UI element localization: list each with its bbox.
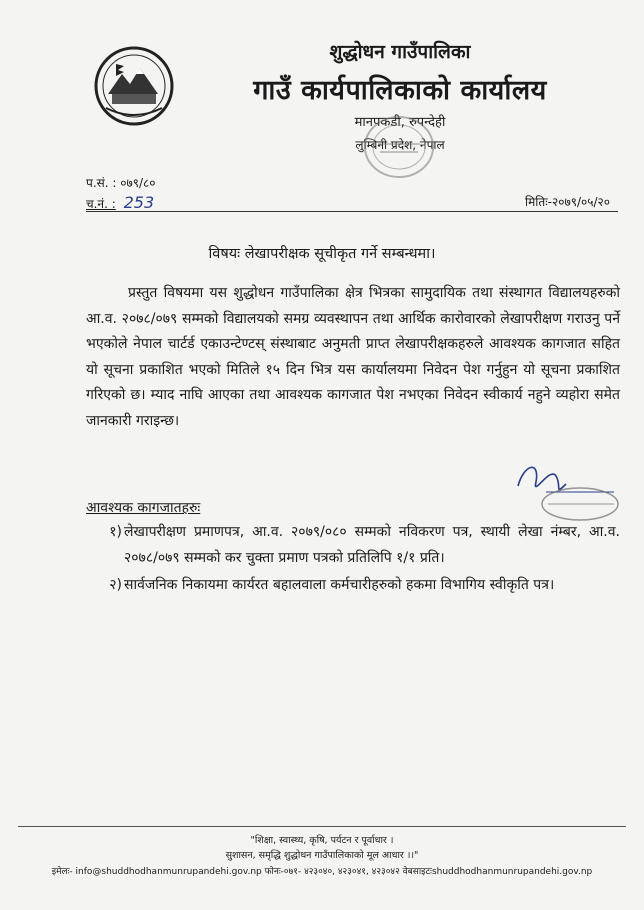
office-title: गाउँ कार्यपालिकाको कार्यालय [253, 75, 547, 106]
letter-reference: प.सं. : ०७९/८० [86, 176, 156, 190]
list-item [86, 573, 620, 599]
address-line-1: मानपकडी, रुपन्देही [354, 115, 446, 130]
emblem-logo [92, 44, 176, 128]
requirements-list [86, 520, 620, 601]
footer-motto-line-2: सुशासन, समृद्धि शुद्धोधन गाउँपालिकाको मूल आधार ।।" [225, 850, 419, 861]
list-item [86, 520, 620, 571]
footer-contact: इमेलः- info@shuddhodhanmunrupandehi.gov.np फोनः-०७१- ४२३०४०, ४२३०४१, ४२३०४२ वेबसाइटःshuddhodhanmunrupandehi.gov.np [51, 867, 593, 877]
letter-date: मितिः-२०७९/०५/२० [525, 195, 610, 209]
list-item-number: २) [109, 577, 122, 593]
subject-line: विषयः लेखापरीक्षक सूचीकृत गर्ने सम्बन्धमा। [208, 246, 436, 262]
body-paragraph: प्रस्तुत विषयमा यस शुद्धोधन गाउँपालिका क्षेत्र भित्रका सामुदायिक तथा संस्थागत विद्यालयहरुको आ.व. २०७८/०७९ सम्मको विद्यालयको समग्र व्यवस्थापन तथा आर्थिक कारोवारको लेखापरीक्षण गराउनु पर्ने भएकोले नेपाल चार्टर्ड एकाउन्टेण्टस् संस्थाबाट अनुमती प्राप्त लेखापरीक्षकहरुले आवश्यक कागजात सहित यो सूचना प्रकाशित भएको मितिले १५ दिन भित्र यस कार्यालयमा निवेदन पेश गर्नुहुन यो सूचना प्रकाशित गरिएको छ। म्याद नाघि आएका तथा आवश्यक कागजात पेश नभएका निवेदन स्वीकार्य नहुने व्यहोरा समेत जानकारी गराइन्छ। [86, 285, 620, 429]
list-item-number: १) [109, 524, 122, 540]
address-line-2: लुम्बिनी प्रदेश, नेपाल [355, 138, 445, 152]
list-item-text: लेखापरीक्षण प्रमाणपत्र, आ.व. २०७९/०८० सम्मको नविकरण पत्र, स्थायी लेखा नंम्बर, आ.व. २०७८/०७९ सम्मको कर चुक्ता प्रमाण पत्रको प्रतिलिपि १/१ प्रति। [124, 524, 620, 566]
footer-divider [18, 826, 626, 827]
requirements-heading: आवश्यक कागजातहरुः [86, 500, 201, 516]
signature-stamp [510, 446, 620, 526]
municipality-name: शुद्धोधन गाउँपालिका [329, 41, 471, 63]
list-item-text: सार्वजनिक निकायमा कार्यरत बहालवाला कर्मचारीहरुको हकमा विभागिय स्वीकृति पत्र। [124, 577, 555, 593]
header-divider [86, 211, 618, 212]
dispatch-number-value: 253 [123, 193, 155, 212]
dispatch-number [86, 193, 154, 212]
dispatch-number-label: च.नं. : [86, 197, 116, 211]
footer-motto-line-1: "शिक्षा, स्वास्थ्य, कृषि, पर्यटन र पूर्वाधार । [250, 835, 394, 846]
office-stamp [360, 110, 438, 184]
